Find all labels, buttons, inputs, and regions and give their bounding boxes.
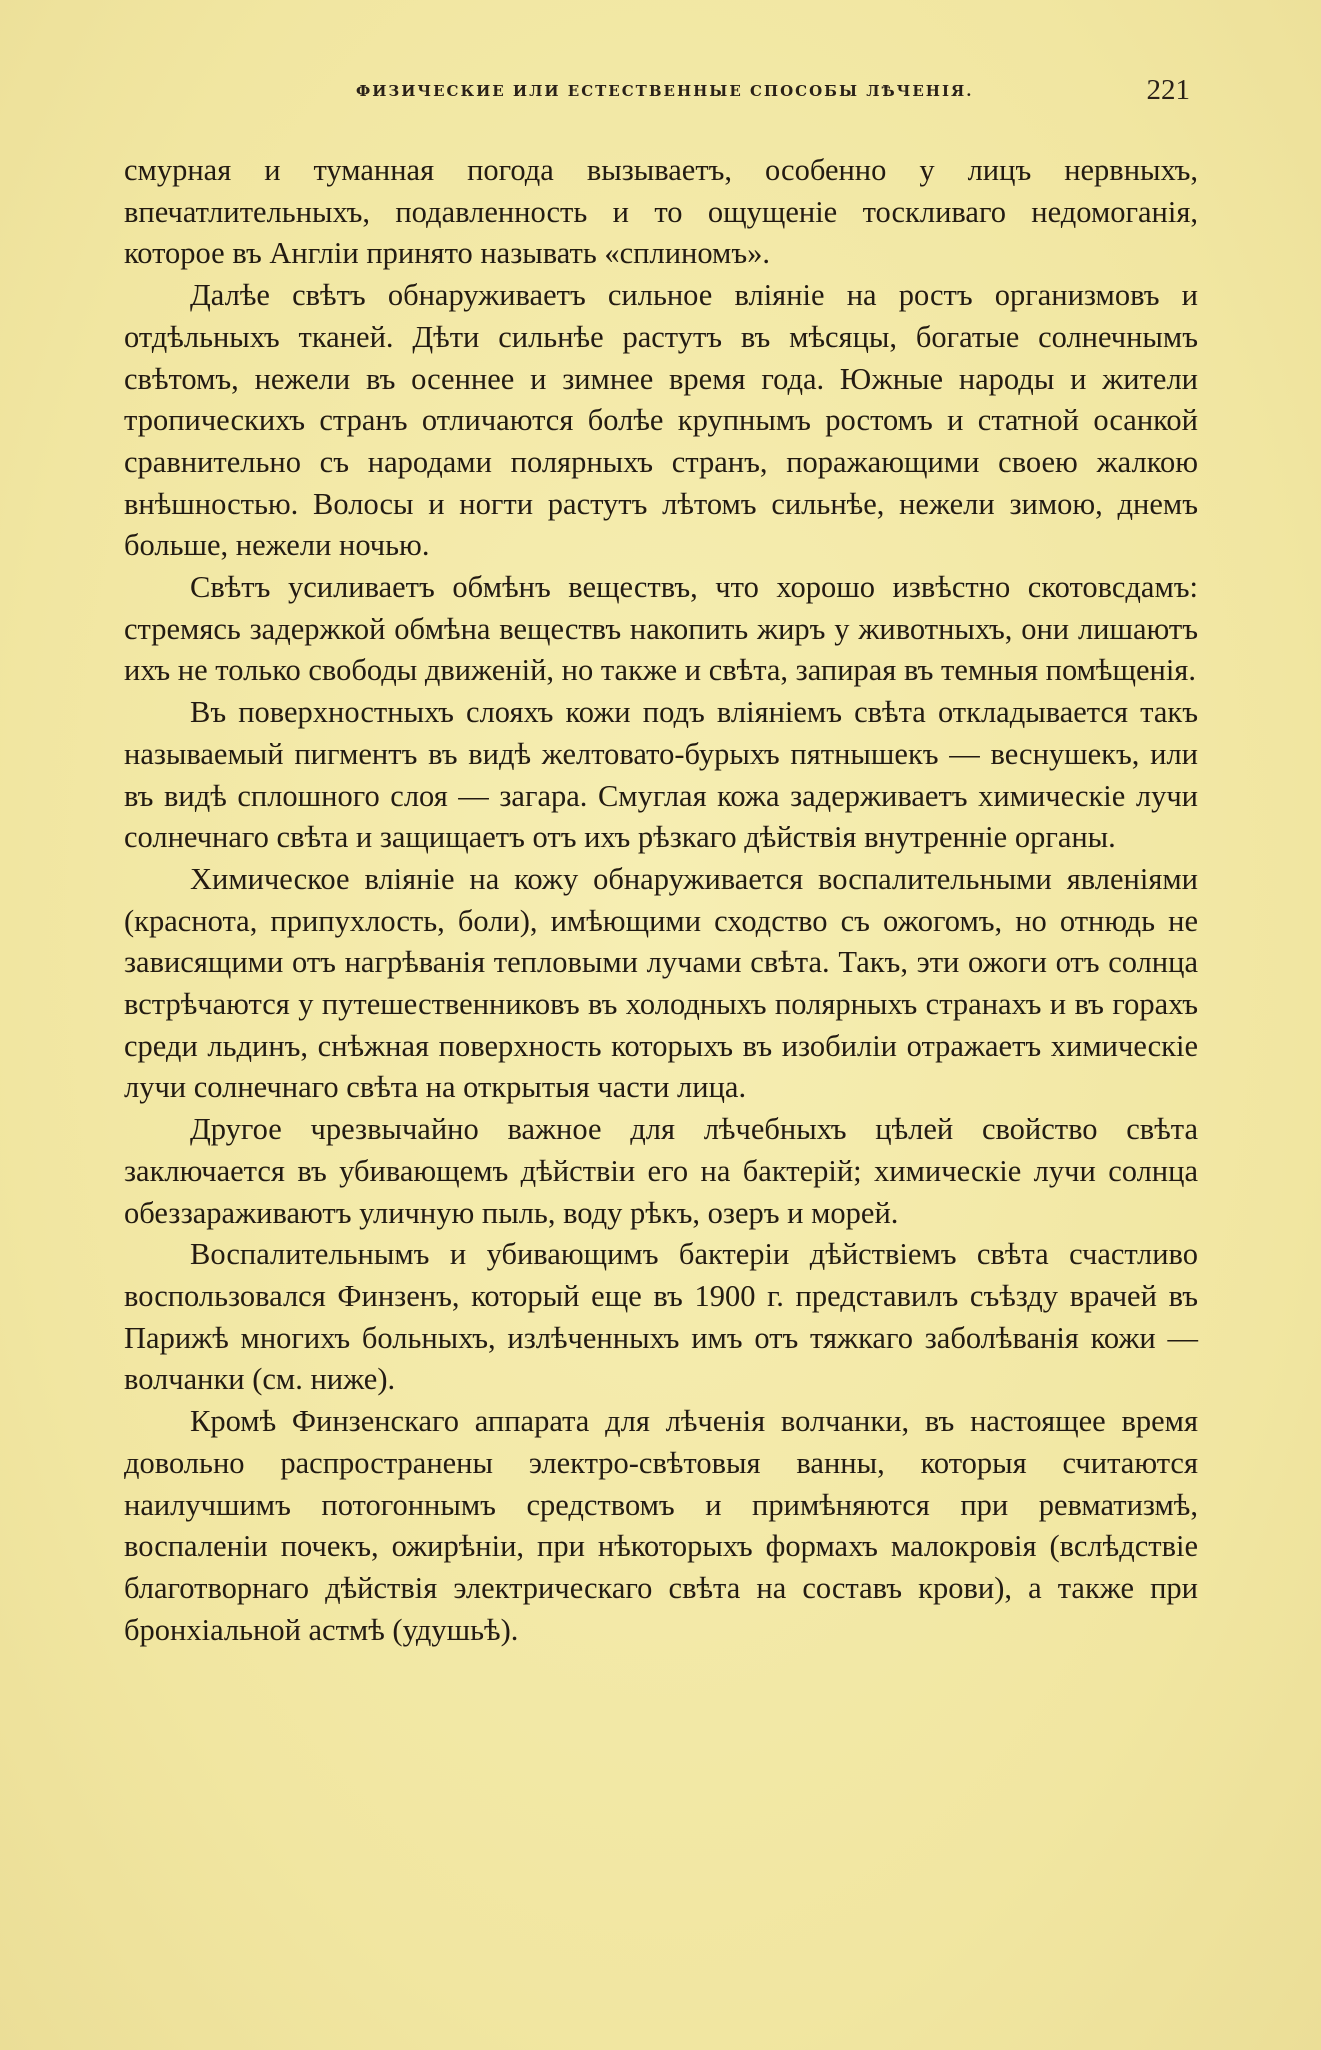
paragraph-metabolism: Свѣтъ усиливаетъ обмѣнъ веществъ, что хорошо извѣстно скотовсдамъ: стремясь задержкой обмѣна веществъ накопить жиръ у животныхъ, они лишаютъ ихъ не только свободы движеній, но также и свѣта, запирая въ темныя помѣщенія. — [124, 570, 1198, 688]
book-page — [124, 60, 1198, 1651]
paragraph-bactericidal: Другое чрезвычайно важное для лѣчебныхъ цѣлей свойство свѣта заключается въ убивающемъ дѣйствіи его на бактерій; химическіе лучи солнца обеззараживаютъ уличную пыль, воду рѣкъ, озеръ и морей. — [124, 1112, 1198, 1230]
paragraph-pigment: Въ поверхностныхъ слояхъ кожи подъ вліяніемъ свѣта откладывается такъ называемый пигментъ въ видѣ желтовато-бурыхъ пятнышекъ — веснушекъ, или въ видѣ сплошного слоя — загара. Смуглая кожа задерживаетъ химическіе лучи солнечнаго свѣта и защищаетъ отъ ихъ рѣзкаго дѣйствія внутренніе органы. — [124, 695, 1198, 855]
paragraph-chemical-influence: Химическое вліяніе на кожу обнаруживается воспалительными явленіями (краснота, припухлость, боли), имѣющими сходство съ ожогомъ, но отнюдь не зависящими отъ нагрѣванія тепловыми лучами свѣта. Такъ, эти ожоги отъ солнца встрѣчаются у путешественниковъ въ холодныхъ полярныхъ странахъ и въ горахъ среди льдинъ, снѣжная поверхность которыхъ въ изобиліи отражаетъ химическіе лучи солнечнаго свѣта на открытыя части лица. — [124, 861, 1198, 1105]
body-text — [124, 150, 1198, 1651]
paragraph-finsen: Воспалительнымъ и убивающимъ бактеріи дѣйствіемъ свѣта счастливо воспользовался Финзенъ, который еще въ 1900 г. представилъ съѣзду врачей въ Парижѣ многихъ больныхъ, излѣченныхъ имъ отъ тяжкаго заболѣванія кожи — волчанки (см. ниже). — [124, 1237, 1198, 1397]
page-number: 221 — [1146, 74, 1190, 106]
paragraph-continuation: смурная и туманная погода вызываетъ, особенно у лицъ нервныхъ, впечатлительныхъ, подавленность и то ощущеніе тоскливаго недомоганія, которое въ Англіи принято называть «сплиномъ». — [124, 153, 1198, 271]
running-head — [124, 60, 1198, 116]
paragraph-growth: Далѣе свѣтъ обнаруживаетъ сильное вліяніе на ростъ организмовъ и отдѣльныхъ тканей. Дѣти сильнѣе растутъ въ мѣсяцы, богатые солнечнымъ свѣтомъ, нежели въ осеннее и зимнее время года. Южные народы и жители тропическихъ странъ отличаются болѣе крупнымъ ростомъ и статной осанкой сравнительно съ народами полярныхъ странъ, поражающими своею жалкою внѣшностью. Волосы и ногти растутъ лѣтомъ сильнѣе, нежели зимою, днемъ больше, нежели ночью. — [124, 278, 1198, 563]
running-title: ФИЗИЧЕСКИЕ ИЛИ ЕСТЕСТВЕННЫЕ СПОСОБЫ ЛѢЧЕНІЯ. — [356, 82, 974, 100]
paragraph-light-baths: Кромѣ Финзенскаго аппарата для лѣченія волчанки, въ настоящее время довольно распространены электро-свѣтовыя ванны, которыя считаются наилучшимъ потогоннымъ средствомъ и примѣняются при ревматизмѣ, воспаленіи почекъ, ожирѣніи, при нѣкоторыхъ формахъ малокровія (вслѣдствіе благотворнаго дѣйствія электрическаго свѣта на составъ крови), а также при бронхіальной астмѣ (удушьѣ). — [124, 1404, 1198, 1647]
